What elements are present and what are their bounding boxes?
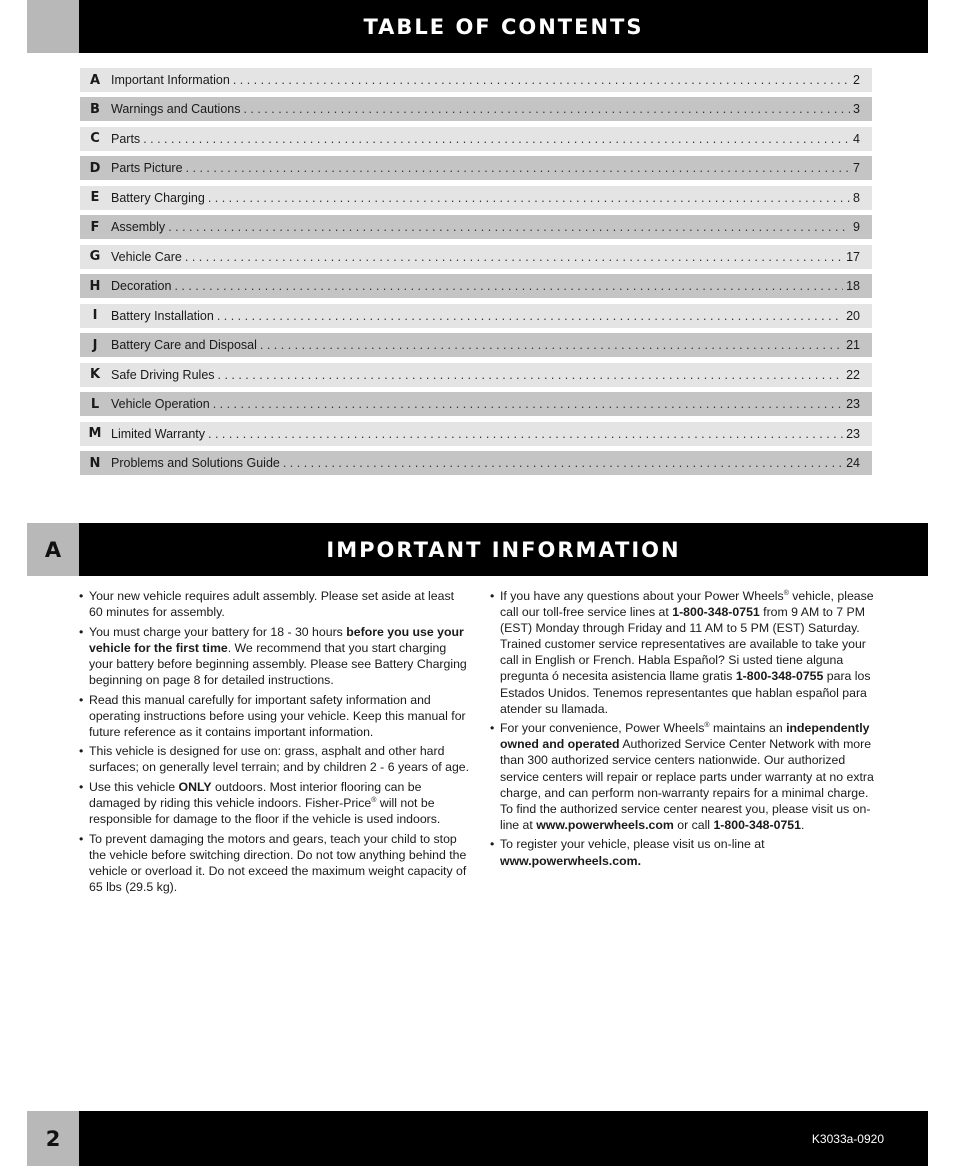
toc-leader-dots [243,102,850,116]
document-code: K3033a-0920 [79,1111,928,1166]
toc-row[interactable] [80,363,872,387]
toc-title: Vehicle Care [111,249,182,264]
toc-header-tab [27,0,79,53]
toc-letter: K [89,367,101,383]
toc-leader-dots [143,132,850,146]
toc-leader-dots [168,220,850,234]
phone-number: 1-800-348-0751 [672,605,760,620]
toc-leader-dots [283,456,843,470]
toc-leader-dots [186,161,850,175]
toc-page-number: 21 [846,338,860,353]
footer-bar [27,1111,928,1166]
list-item: • This vehicle is designed for use on: grass, asphalt and other hard surfaces; on generally level terrain; and by children 2 - 6 years of age. [78,743,470,775]
toc-letter: B [90,101,100,117]
left-column [78,588,470,899]
toc-row[interactable] [80,215,872,239]
toc-row[interactable] [80,186,872,210]
toc-title: Parts [111,131,141,146]
section-letter: A [27,523,79,576]
website-link[interactable]: www.powerwheels.com. [500,853,641,868]
list-item: • You must charge your battery for 18 - 30 hours before you use your vehicle for the first time. We recommend that you start charging your battery before beginning assembly. Please see Battery Charging beginning on page 8 for detailed instructions. [78,624,470,688]
toc-title: Limited Warranty [111,426,206,441]
toc-page-number: 20 [846,308,860,323]
toc-letter: F [90,219,100,235]
toc-title: Battery Care and Disposal [111,338,257,353]
toc-title: Important Information [111,73,230,87]
toc-title: Vehicle Operation [111,397,210,412]
toc-letter: I [92,308,98,324]
toc-leader-dots [174,279,843,293]
toc-letter: J [92,337,98,353]
toc-letter: N [89,455,101,471]
toc-letter: H [89,278,101,294]
toc-leader-dots [213,397,843,411]
toc-heading: TABLE OF CONTENTS [79,0,928,53]
toc-page-number: 22 [846,367,860,382]
toc-letter: L [90,396,100,412]
toc-page-number: 7 [853,161,860,176]
toc-letter: D [89,160,101,176]
toc-row[interactable] [80,156,872,180]
section-header-bar [27,523,928,576]
toc-page-number: 23 [846,397,860,412]
toc-page-number: 17 [846,249,860,264]
toc-row[interactable] [80,304,872,328]
toc-page-number: 18 [846,279,860,294]
section-heading: IMPORTANT INFORMATION [79,523,928,576]
toc-title: Safe Driving Rules [111,367,215,382]
toc-title: Battery Installation [111,308,214,323]
toc-row[interactable] [80,245,872,269]
toc-row[interactable] [80,451,872,475]
list-item: • To register your vehicle, please visit us on-line at www.powerwheels.com. [489,836,879,868]
toc-page-number: 4 [853,131,860,146]
toc-page-number: 9 [853,220,860,235]
toc-page-number: 23 [846,426,860,441]
toc-leader-dots [185,250,843,264]
toc-row[interactable] [80,68,872,92]
toc-title: Battery Charging [111,190,205,205]
toc-letter: E [90,190,100,206]
list-item: • For your convenience, Power Wheels® maintains an independently owned and operated Authorized Service Center Network with more than 300 authorized service centers nationwide. Our authorized service centers will repair or replace parts under warranty at no extra charge, and can perform non-warranty repairs for a minimal charge. To find the authorized service center nearest you, please visit us on-line at www.powerwheels.com or call 1-800-348-0751. [489,720,879,833]
toc-page-number: 2 [853,73,860,87]
toc-title: Decoration [111,279,172,294]
page-number: 2 [27,1111,79,1166]
list-item: • Use this vehicle ONLY outdoors. Most interior flooring can be damaged by riding this vehicle indoors. Fisher-Price® will not be responsible for damage to the floor if the vehicle is used indoors. [78,779,470,827]
toc-row[interactable] [80,392,872,416]
toc-leader-dots [217,309,843,323]
phone-number: 1-800-348-0751 [713,817,801,832]
phone-number: 1-800-348-0755 [735,669,824,684]
toc-row[interactable] [80,422,872,446]
list-item: • To prevent damaging the motors and gears, teach your child to stop the vehicle before switching direction. Do not tow anything behind the vehicle or overload it. Do not exceed the maximum weight capacity of 65 lbs (29.5 kg). [78,831,470,895]
toc-title: Parts Picture [111,161,183,176]
toc-header-bar [27,0,928,53]
list-item: • Your new vehicle requires adult assembly. Please set aside at least 60 minutes for assembly. [78,588,470,620]
list-item: • Read this manual carefully for important safety information and operating instructions before using your vehicle. Keep this manual for future reference as it contains important information. [78,692,470,740]
toc-page-number: 24 [846,456,860,471]
toc-row[interactable] [80,97,872,121]
toc-letter: A [89,72,101,88]
toc-title: Problems and Solutions Guide [111,456,280,471]
toc-row[interactable] [80,333,872,357]
toc-list [80,68,872,481]
website-link[interactable]: www.powerwheels.com [536,817,674,832]
toc-leader-dots [218,368,844,382]
list-item: • If you have any questions about your Power Wheels® vehicle, please call our toll-free service lines at 1-800-348-0751 from 9 AM to 7 PM (EST) Monday through Friday and 11 AM to 5 PM (EST) Saturday. Trained customer service representatives are available to take your call in English or French. Habla Español? Si usted tiene alguna pregunta ó necesita asistencia llame gratis 1-800-348-0755 para los Estados Unidos. Tenemos representantes que hablan español para atender su llamada. [489,588,879,717]
toc-row[interactable] [80,127,872,151]
toc-leader-dots [208,427,843,441]
toc-row[interactable] [80,274,872,298]
toc-page-number: 3 [853,102,860,117]
toc-leader-dots [208,191,850,205]
right-column [489,588,879,872]
toc-leader-dots [233,73,850,87]
toc-page-number: 8 [853,190,860,205]
toc-letter: M [88,426,102,442]
toc-title: Assembly [111,220,166,235]
toc-title: Warnings and Cautions [111,102,241,117]
toc-leader-dots [260,338,843,352]
toc-letter: C [90,131,100,147]
toc-letter: G [89,249,101,265]
